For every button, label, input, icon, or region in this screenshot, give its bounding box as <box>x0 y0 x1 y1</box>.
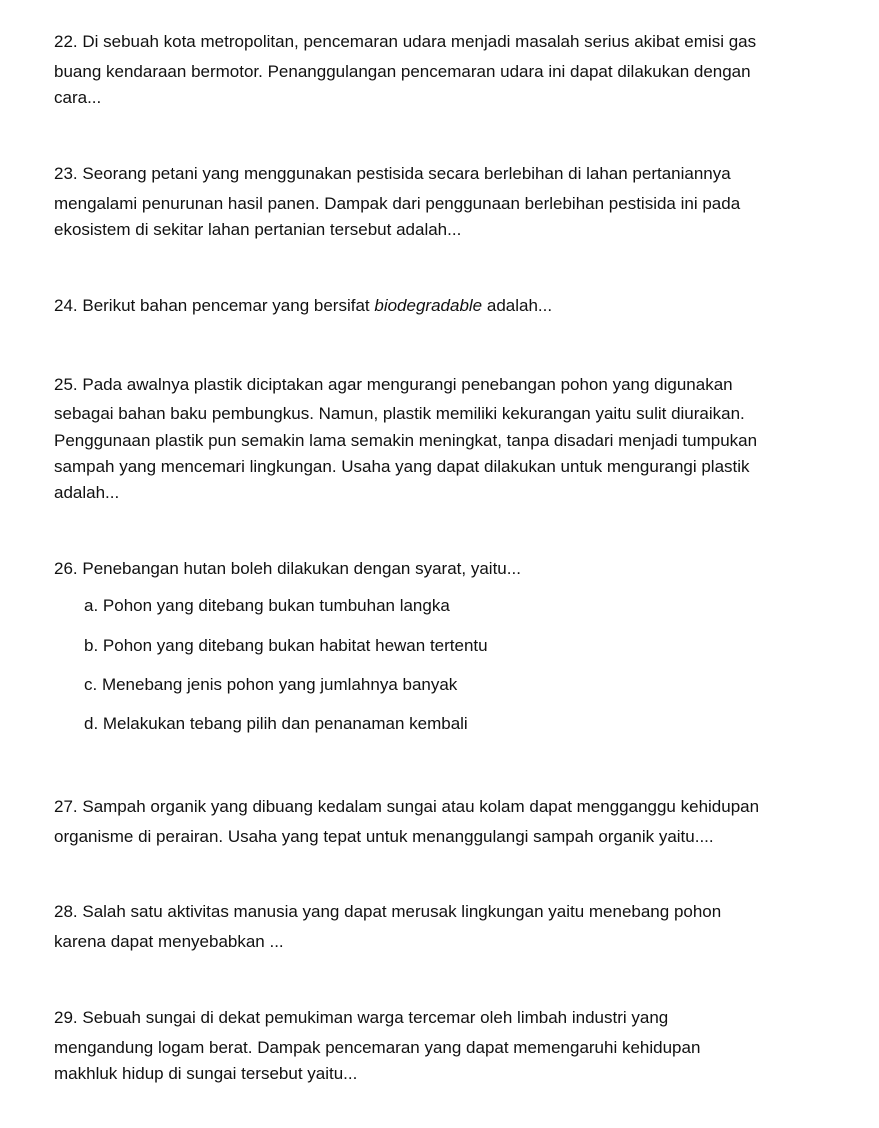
question-line: karena dapat menyebabkan ... <box>54 932 284 951</box>
question-line: adalah... <box>54 483 120 502</box>
question-line: sebagai bahan baku pembungkus. Namun, plastik memiliki kekurangan yaitu sulit diuraikan. <box>54 404 745 423</box>
question-text-suffix: adalah... <box>482 296 553 315</box>
question-text-italic: biodegradable <box>374 296 483 315</box>
question-line: organisme di perairan. Usaha yang tepat untuk menanggulangi sampah organik yaitu.... <box>54 827 714 846</box>
question-24 <box>54 296 552 316</box>
question-text-prefix: 24. Berikut bahan pencemar yang bersifat <box>54 296 375 315</box>
answer-option-b: b. Pohon yang ditebang bukan habitat hewan tertentu <box>84 636 488 655</box>
question-line: 22. Di sebuah kota metropolitan, pencemaran udara menjadi masalah serius akibat emisi gas <box>54 32 757 51</box>
question-line: 23. Seorang petani yang menggunakan pestisida secara berlebihan di lahan pertaniannya <box>54 164 731 183</box>
question-line: 27. Sampah organik yang dibuang kedalam sungai atau kolam dapat mengganggu kehidupan <box>54 797 760 816</box>
answer-option-a: a. Pohon yang ditebang bukan tumbuhan langka <box>84 596 450 615</box>
question-line: 28. Salah satu aktivitas manusia yang dapat merusak lingkungan yaitu menebang pohon <box>54 902 722 921</box>
question-line: mengandung logam berat. Dampak pencemaran yang dapat memengaruhi kehidupan <box>54 1038 701 1057</box>
question-line: 26. Penebangan hutan boleh dilakukan dengan syarat, yaitu... <box>54 559 521 578</box>
question-line: 29. Sebuah sungai di dekat pemukiman warga tercemar oleh limbah industri yang <box>54 1008 669 1027</box>
answer-option-c: c. Menebang jenis pohon yang jumlahnya banyak <box>84 675 458 694</box>
question-line: ekosistem di sekitar lahan pertanian tersebut adalah... <box>54 220 462 239</box>
question-line: 25. Pada awalnya plastik diciptakan agar mengurangi penebangan pohon yang digunakan <box>54 375 733 394</box>
question-line: mengalami penurunan hasil panen. Dampak dari penggunaan berlebihan pestisida ini pada <box>54 194 741 213</box>
question-line: buang kendaraan bermotor. Penanggulangan pencemaran udara ini dapat dilakukan dengan <box>54 62 751 81</box>
question-line: sampah yang mencemari lingkungan. Usaha yang dapat dilakukan untuk mengurangi plastik <box>54 457 750 476</box>
question-line: makhluk hidup di sungai tersebut yaitu... <box>54 1064 358 1083</box>
question-line: cara... <box>54 88 102 107</box>
question-line: Penggunaan plastik pun semakin lama semakin meningkat, tanpa disadari menjadi tumpukan <box>54 431 758 450</box>
answer-option-d: d. Melakukan tebang pilih dan penanaman kembali <box>84 714 468 733</box>
